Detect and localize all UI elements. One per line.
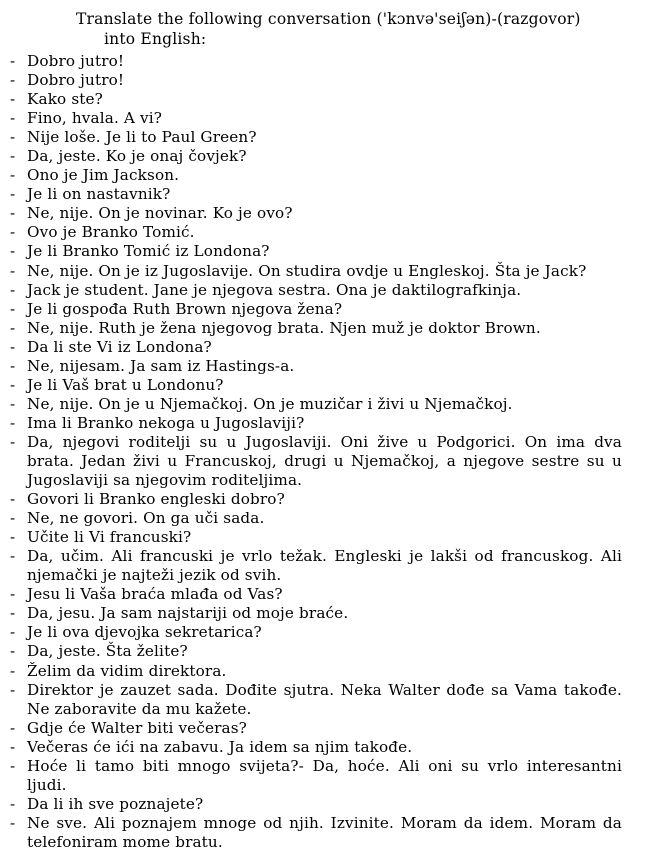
exercise-instruction <box>76 9 636 49</box>
line-dash: - <box>10 261 16 280</box>
dialogue-line <box>10 185 622 204</box>
line-dash: - <box>10 718 16 737</box>
line-dash: - <box>10 604 16 623</box>
line-text: Ne, nijesam. Ja sam iz Hastings-a. <box>27 356 295 375</box>
line-text: Dobro jutro! <box>27 71 125 90</box>
line-text: Kako ste? <box>27 90 103 109</box>
line-text: Jack je student. Jane je njegova sestra. Ona je daktilografkinja. <box>27 280 522 299</box>
dialogue-line <box>10 719 622 738</box>
dialogue-line <box>10 262 622 281</box>
dialogue-line <box>10 547 622 585</box>
line-dash: - <box>10 280 16 299</box>
line-dash: - <box>10 128 16 147</box>
line-text: Da, njegovi roditelji su u Jugoslaviji. Oni žive u Podgorici. On ima dva brata. Jedan živi u Francuskoj, drugi u Njemačkoj, a njegove sestre su u Jugoslaviji sa njegovim roditeljima. <box>27 432 622 490</box>
dialogue-line <box>10 662 622 681</box>
dialogue-line <box>10 242 622 261</box>
line-dash: - <box>10 813 16 832</box>
line-text: Ne, nije. On je iz Jugoslavije. On studira ovdje u Engleskoj. Šta je Jack? <box>27 261 587 280</box>
line-dash: - <box>10 52 16 70</box>
line-dash: - <box>10 318 16 337</box>
line-dash: - <box>10 394 16 413</box>
line-text: Želim da vidim direktora. <box>27 661 227 680</box>
line-text: Ovo je Branko Tomić. <box>27 223 195 242</box>
line-text: Jesu li Vaša braća mlađa od Vas? <box>27 585 283 604</box>
dialogue-line <box>10 281 622 300</box>
line-dash: - <box>10 147 16 166</box>
line-text: Ne sve. Ali poznajem mnoge od njih. Izvinite. Moram da idem. Moram da telefoniram mome bratu. <box>27 813 622 851</box>
instruction-line-2: into English: <box>104 30 207 48</box>
dialogue-line <box>10 52 622 71</box>
line-text: Ne, nije. On je novinar. Ko je ovo? <box>27 204 293 223</box>
dialogue-line <box>10 795 622 814</box>
dialogue-line <box>10 109 622 128</box>
dialogue-line <box>10 300 622 319</box>
line-dash: - <box>10 71 16 90</box>
dialogue-line <box>10 376 622 395</box>
line-dash: - <box>10 185 16 204</box>
line-text: Direktor je zauzet sada. Dođite sjutra. Neka Walter dođe sa Vama takođe. Ne zaboravite da mu kažete. <box>27 680 622 718</box>
line-text: Govori li Branko engleski dobro? <box>27 490 285 509</box>
dialogue-line <box>10 357 622 376</box>
line-text: Da li ste Vi iz Londona? <box>27 337 212 356</box>
dialogue-line <box>10 509 622 528</box>
dialogue-line <box>10 71 622 90</box>
dialogue-line <box>10 814 622 852</box>
dialogue-line <box>10 585 622 604</box>
line-dash: - <box>10 737 16 756</box>
line-dash: - <box>10 337 16 356</box>
line-dash: - <box>10 242 16 261</box>
line-dash: - <box>10 375 16 394</box>
dialogue-line <box>10 395 622 414</box>
line-dash: - <box>10 794 16 813</box>
line-dash: - <box>10 642 16 661</box>
line-dash: - <box>10 756 16 775</box>
dialogue-line <box>10 128 622 147</box>
line-text: Da li ih sve poznajete? <box>27 794 204 813</box>
line-dash: - <box>10 299 16 318</box>
line-text: Je li gospođa Ruth Brown njegova žena? <box>27 299 343 318</box>
line-dash: - <box>10 356 16 375</box>
line-dash: - <box>10 623 16 642</box>
dialogue-line <box>10 223 622 242</box>
line-text: Ono je Jim Jackson. <box>27 166 180 185</box>
dialogue-line <box>10 90 622 109</box>
dialogue-line <box>10 490 622 509</box>
dialogue-line <box>10 433 622 490</box>
line-text: Da, jeste. Šta želite? <box>27 642 188 661</box>
line-dash: - <box>10 509 16 528</box>
line-text: Ne, ne govori. On ga uči sada. <box>27 509 265 528</box>
dialogue-line <box>10 757 622 795</box>
dialogue-line <box>10 623 622 642</box>
line-text: Ne, nije. On je u Njemačkoj. On je muzičar i živi u Njemačkoj. <box>27 394 513 413</box>
dialogue-line <box>10 681 622 719</box>
dialogue-line <box>10 338 622 357</box>
line-dash: - <box>10 547 16 566</box>
line-dash: - <box>10 490 16 509</box>
dialogue-line <box>10 642 622 661</box>
line-dash: - <box>10 166 16 185</box>
line-text: Da, učim. Ali francuski je vrlo težak. Engleski je lakši od francuskog. Ali njemački je najteži jezik od svih. <box>27 547 622 585</box>
line-dash: - <box>10 661 16 680</box>
line-text: Učite li Vi francuski? <box>27 528 192 547</box>
line-text: Je li on nastavnik? <box>27 185 171 204</box>
line-dash: - <box>10 204 16 223</box>
dialogue-list <box>10 52 622 852</box>
dialogue-line <box>10 166 622 185</box>
dialogue-line <box>10 147 622 166</box>
instruction-line-1: Translate the following conversation ('kɔnvə'seiʃən)-(razgovor) <box>76 10 581 28</box>
dialogue-line <box>10 604 622 623</box>
dialogue-line <box>10 319 622 338</box>
line-text: Da, jeste. Ko je onaj čovjek? <box>27 147 247 166</box>
line-text: Je li Branko Tomić iz Londona? <box>27 242 270 261</box>
dialogue-line <box>10 414 622 433</box>
line-dash: - <box>10 432 16 451</box>
dialogue-line <box>10 738 622 757</box>
line-text: Je li ova djevojka sekretarica? <box>27 623 262 642</box>
line-text: Da, jesu. Ja sam najstariji od moje braće. <box>27 604 349 623</box>
line-dash: - <box>10 413 16 432</box>
line-text: Dobro jutro! <box>27 52 125 70</box>
line-text: Je li Vaš brat u Londonu? <box>27 375 224 394</box>
dialogue-line <box>10 528 622 547</box>
line-text: Večeras će ići na zabavu. Ja idem sa njim takođe. <box>27 737 413 756</box>
line-text: Ima li Branko nekoga u Jugoslaviji? <box>27 413 305 432</box>
line-text: Ne, nije. Ruth je žena njegovog brata. Njen muž je doktor Brown. <box>27 318 541 337</box>
dialogue-line <box>10 204 622 223</box>
line-text: Gdje će Walter biti večeras? <box>27 718 247 737</box>
line-dash: - <box>10 528 16 547</box>
line-text: Nije loše. Je li to Paul Green? <box>27 128 257 147</box>
line-dash: - <box>10 223 16 242</box>
line-dash: - <box>10 90 16 109</box>
line-dash: - <box>10 109 16 128</box>
line-text: Hoće li tamo biti mnogo svijeta?- Da, hoće. Ali oni su vrlo interesantni ljudi. <box>27 756 622 794</box>
line-text: Fino, hvala. A vi? <box>27 109 163 128</box>
line-dash: - <box>10 680 16 699</box>
line-dash: - <box>10 585 16 604</box>
